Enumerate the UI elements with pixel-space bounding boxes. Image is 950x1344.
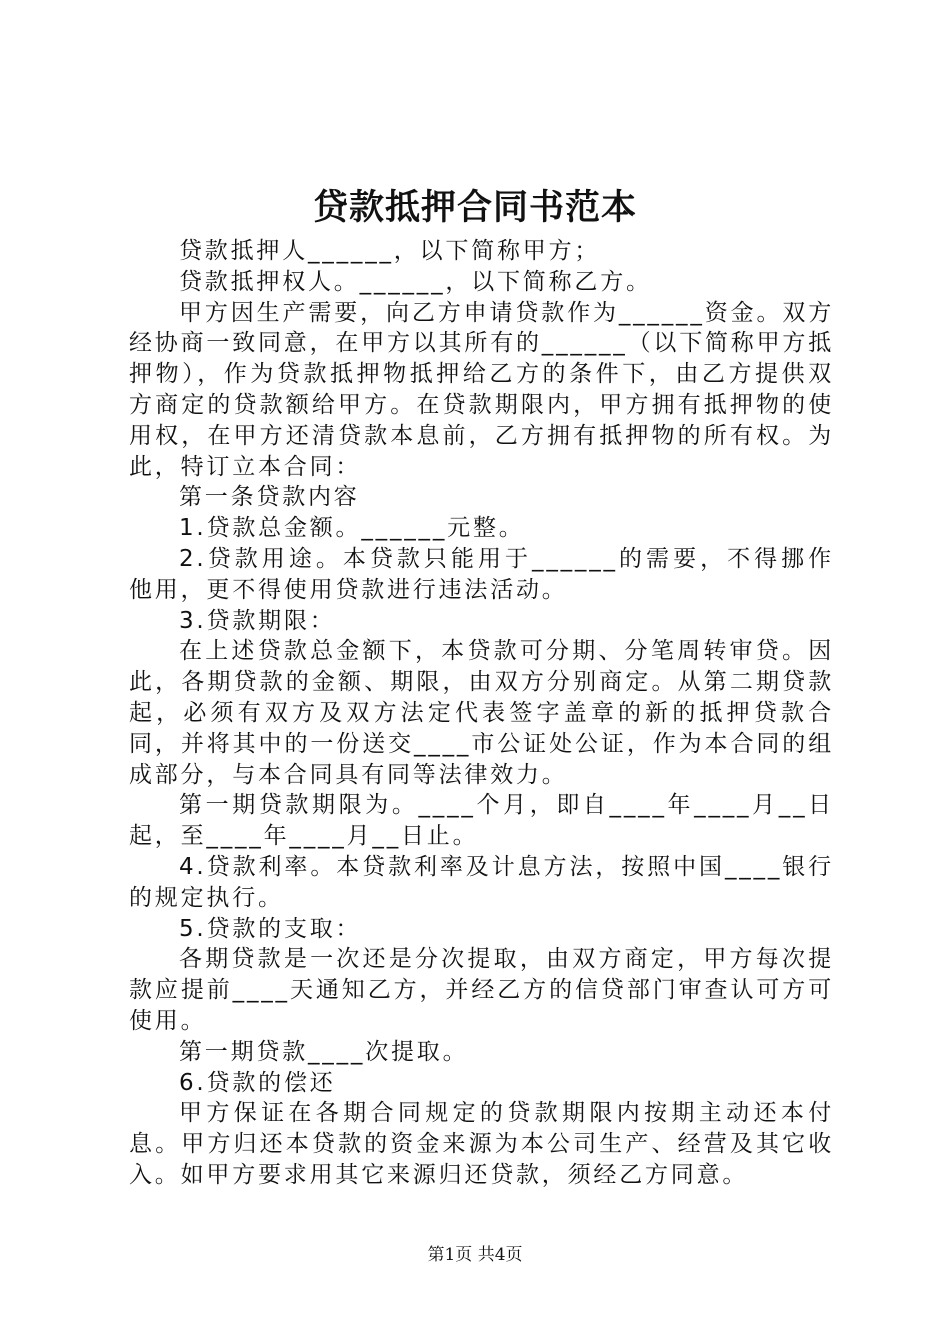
clause-repayment-heading: 6.贷款的偿还 xyxy=(179,1069,336,1096)
document-title: 贷款抵押合同书范本 xyxy=(312,187,637,228)
clause-first-withdrawal: 第一期贷款____次提取。 xyxy=(179,1038,469,1065)
clause-loan-term-body: 在上述贷款总金额下，本贷款可分期、分笔周转审贷。因此，各期贷款的金额、期限，由双方分别商定。从第二期贷款起，必须有双方及双方法定代表签字盖章的新的抵押贷款合同，并将其中的一份送交____市公证处公证，作为本合同的组成部分，与本合同具有同等法律效力。 xyxy=(129,638,834,788)
clause-withdrawal-body: 各期贷款是一次还是分次提取，由双方商定，甲方每次提款应提前____天通知乙方，并经乙方的信贷部门审查认可方可使用。 xyxy=(129,946,834,1034)
document-body xyxy=(129,236,834,1191)
paragraph-mortgagor: 贷款抵押人______，以下简称甲方； xyxy=(179,238,601,264)
clause-repayment-body: 甲方保证在各期合同规定的贷款期限内按期主动还本付息。甲方归还本贷款的资金来源为本公司生产、经营及其它收入。如甲方要求用其它来源归还贷款，须经乙方同意。 xyxy=(129,1100,834,1188)
clause-loan-amount: 1.贷款总金额。______元整。 xyxy=(179,515,525,542)
page-number-footer: 第1页 共4页 xyxy=(427,1245,523,1265)
clause-first-term: 第一期贷款期限为。____个月，即自____年____月__日起，至____年____月__日止。 xyxy=(129,792,834,850)
paragraph-mortgagee: 贷款抵押权人。______，以下简称乙方。 xyxy=(179,268,652,295)
paragraph-preamble: 甲方因生产需要，向乙方申请贷款作为______资金。双方经协商一致同意，在甲方以其所有的______（以下简称甲方抵押物），作为贷款抵押物抵押给乙方的条件下，由乙方提供双方商定的贷款额给甲方。在贷款期限内，甲方拥有抵押物的使用权，在甲方还清贷款本息前，乙方拥有抵押物的所有权。为此，特订立本合同： xyxy=(129,299,834,480)
section-heading-article-1: 第一条贷款内容 xyxy=(179,484,360,511)
clause-loan-term-heading: 3.贷款期限： xyxy=(179,607,336,634)
clause-withdrawal-heading: 5.贷款的支取： xyxy=(179,915,362,942)
clause-interest-rate: 4.贷款利率。本贷款利率及计息方法，按照中国____银行的规定执行。 xyxy=(129,853,834,911)
clause-loan-purpose: 2.贷款用途。本贷款只能用于______的需要，不得挪作他用，更不得使用贷款进行违法活动。 xyxy=(129,545,834,603)
